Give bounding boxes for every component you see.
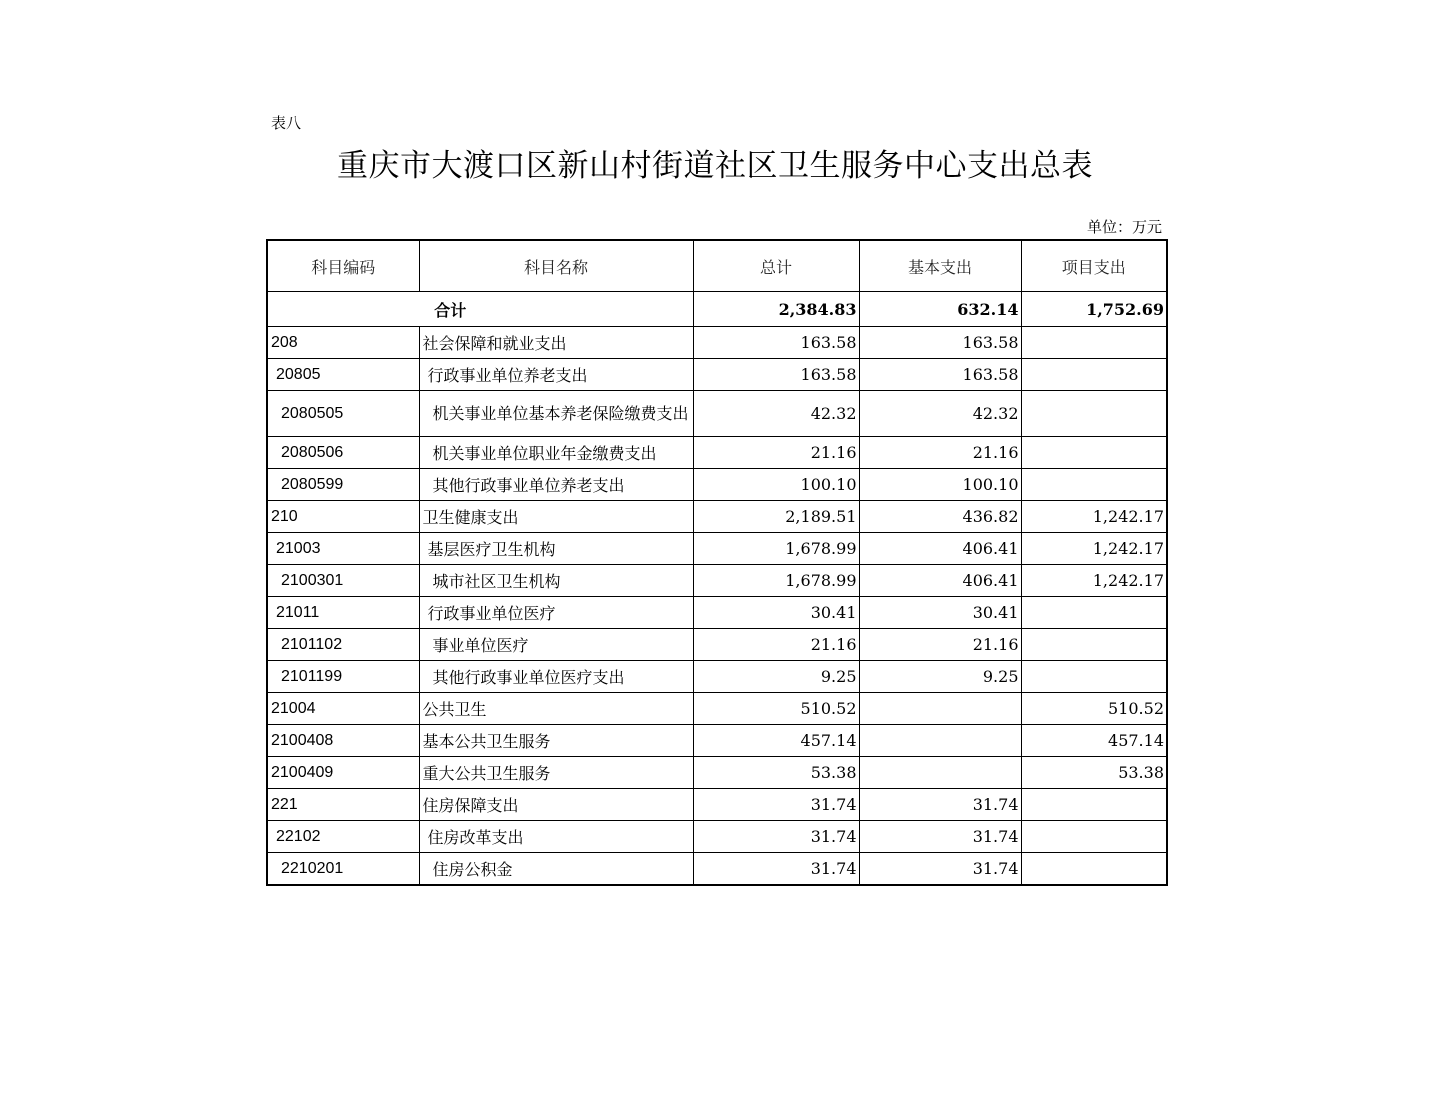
row-project: 53.38 [1021,757,1167,789]
row-project: 457.14 [1021,725,1167,757]
column-header-name: 科目名称 [419,240,693,292]
row-total: 31.74 [693,789,859,821]
row-basic: 163.58 [859,359,1021,391]
row-project [1021,597,1167,629]
row-total: 21.16 [693,437,859,469]
subject-code: 2100301 [267,565,419,597]
subject-code: 2101102 [267,629,419,661]
row-total: 1,678.99 [693,533,859,565]
subject-name: 基本公共卫生服务 [419,725,693,757]
row-basic [859,693,1021,725]
row-basic: 42.32 [859,391,1021,437]
subject-code: 2080599 [267,469,419,501]
subject-name: 行政事业单位医疗 [419,597,693,629]
row-total: 163.58 [693,359,859,391]
row-project [1021,821,1167,853]
row-project [1021,789,1167,821]
row-total: 100.10 [693,469,859,501]
table-row [267,853,1167,886]
subject-code: 210 [267,501,419,533]
row-basic: 31.74 [859,853,1021,886]
subject-code: 22102 [267,821,419,853]
table-header-row [267,240,1167,292]
table-row [267,469,1167,501]
row-total: 31.74 [693,853,859,886]
row-total: 53.38 [693,757,859,789]
column-header-total: 总计 [693,240,859,292]
column-header-basic: 基本支出 [859,240,1021,292]
total-row [267,292,1167,327]
subject-code: 2100408 [267,725,419,757]
table-row [267,693,1167,725]
row-project: 1,242.17 [1021,533,1167,565]
table-row [267,789,1167,821]
row-basic: 30.41 [859,597,1021,629]
row-total: 1,678.99 [693,565,859,597]
unit-label: 单位：万元 [1086,218,1162,236]
subject-name: 其他行政事业单位养老支出 [419,469,693,501]
subject-code: 2100409 [267,757,419,789]
row-total: 31.74 [693,821,859,853]
row-total: 30.41 [693,597,859,629]
row-basic [859,725,1021,757]
row-basic: 21.16 [859,437,1021,469]
row-project [1021,437,1167,469]
table-row [267,757,1167,789]
page-title: 重庆市大渡口区新山村街道社区卫生服务中心支出总表 [337,148,1093,184]
table-row [267,725,1167,757]
table-row [267,629,1167,661]
subject-code: 21004 [267,693,419,725]
subject-name: 其他行政事业单位医疗支出 [419,661,693,693]
subject-name: 住房保障支出 [419,789,693,821]
total-label: 合计 [267,292,693,327]
subject-name: 事业单位医疗 [419,629,693,661]
expenditure-table [266,239,1168,886]
row-project [1021,853,1167,886]
subject-code: 20805 [267,359,419,391]
table-row [267,661,1167,693]
row-basic: 21.16 [859,629,1021,661]
subject-code: 21011 [267,597,419,629]
row-basic: 406.41 [859,565,1021,597]
row-basic: 406.41 [859,533,1021,565]
subject-name: 行政事业单位养老支出 [419,359,693,391]
row-project [1021,359,1167,391]
row-project: 1,242.17 [1021,501,1167,533]
table-row [267,391,1167,437]
subject-code: 208 [267,327,419,359]
row-total: 510.52 [693,693,859,725]
table-row [267,597,1167,629]
subject-code: 221 [267,789,419,821]
subject-code: 2080506 [267,437,419,469]
table-row [267,821,1167,853]
subject-name: 机关事业单位职业年金缴费支出 [419,437,693,469]
row-basic: 9.25 [859,661,1021,693]
subject-name: 公共卫生 [419,693,693,725]
column-header-project: 项目支出 [1021,240,1167,292]
table-label: 表八 [271,114,302,132]
row-total: 9.25 [693,661,859,693]
row-total: 21.16 [693,629,859,661]
row-project: 510.52 [1021,693,1167,725]
row-total: 42.32 [693,391,859,437]
total-project: 1,752.69 [1021,292,1167,327]
total-basic: 632.14 [859,292,1021,327]
subject-name: 住房改革支出 [419,821,693,853]
row-project [1021,661,1167,693]
subject-code: 2080505 [267,391,419,437]
table-row [267,565,1167,597]
row-project [1021,469,1167,501]
table-row [267,533,1167,565]
row-project: 1,242.17 [1021,565,1167,597]
subject-name: 卫生健康支出 [419,501,693,533]
subject-code: 2101199 [267,661,419,693]
subject-name: 住房公积金 [419,853,693,886]
subject-name: 机关事业单位基本养老保险缴费支出 [419,391,693,437]
row-basic: 31.74 [859,789,1021,821]
row-basic: 31.74 [859,821,1021,853]
total-amount: 2,384.83 [693,292,859,327]
table-row [267,437,1167,469]
subject-name: 城市社区卫生机构 [419,565,693,597]
row-project [1021,391,1167,437]
subject-code: 21003 [267,533,419,565]
table-row [267,327,1167,359]
row-total: 457.14 [693,725,859,757]
subject-name: 基层医疗卫生机构 [419,533,693,565]
subject-name: 社会保障和就业支出 [419,327,693,359]
subject-name: 重大公共卫生服务 [419,757,693,789]
row-basic: 436.82 [859,501,1021,533]
table-row [267,501,1167,533]
subject-code: 2210201 [267,853,419,886]
row-project [1021,327,1167,359]
column-header-code: 科目编码 [267,240,419,292]
row-basic [859,757,1021,789]
table-row [267,359,1167,391]
row-total: 163.58 [693,327,859,359]
row-basic: 163.58 [859,327,1021,359]
row-basic: 100.10 [859,469,1021,501]
row-project [1021,629,1167,661]
row-total: 2,189.51 [693,501,859,533]
